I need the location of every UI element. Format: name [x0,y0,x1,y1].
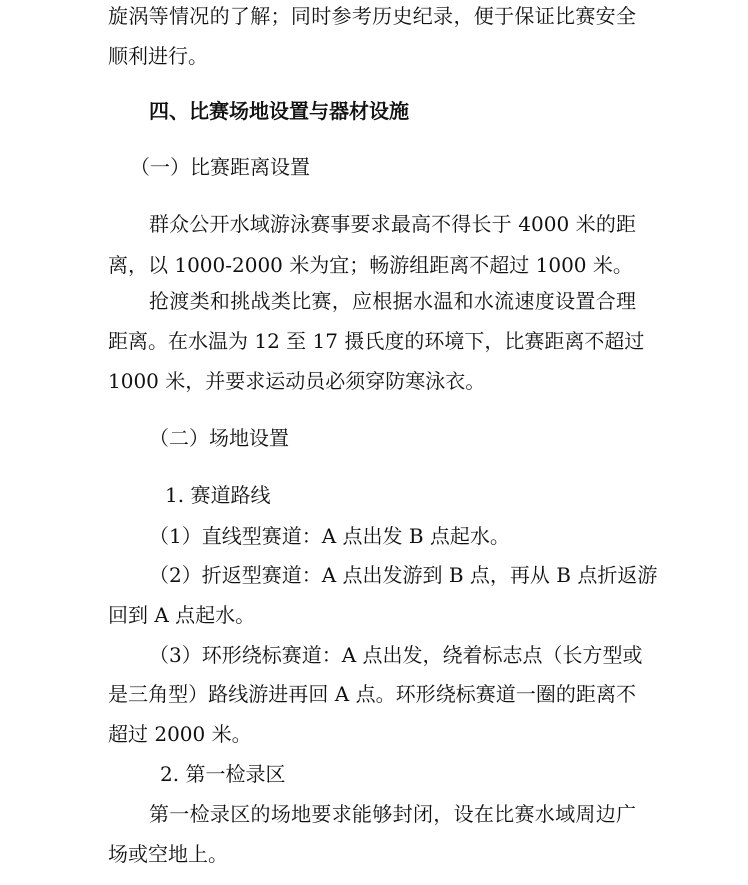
route-loop-line-2: 是三角型）路线游进再回 A 点。环形绕标赛道一圈的距离不 [108,682,636,706]
item-heading-checkin: 2. 第一检录区 [160,762,286,786]
paragraph-challenge-line-1: 抢渡类和挑战类比赛，应根据水温和水流速度设置合理 [149,289,636,313]
route-loop-line-3: 超过 2000 米。 [108,722,252,746]
route-loop-line-1: （3）环形绕标赛道：A 点出发，绕着标志点（长方型或 [149,643,643,667]
paragraph-checkin-line-1: 第一检录区的场地要求能够封闭，设在比赛水域周边广 [149,802,636,826]
intro-line-2: 顺利进行。 [108,44,208,68]
paragraph-challenge-line-2: 距离。在水温为 12 至 17 摄氏度的环境下，比赛距离不超过 [108,329,645,353]
route-return-line-1: （2）折返型赛道：A 点出发游到 B 点，再从 B 点折返游 [149,563,658,587]
intro-line-1: 旋涡等情况的了解；同时参考历史纪录，便于保证比赛安全 [108,4,636,28]
subsection-heading-distance: （一）比赛距离设置 [130,155,310,179]
item-heading-route: 1. 赛道路线 [165,483,271,507]
paragraph-distance-line-1: 群众公开水域游泳赛事要求最高不得长于 4000 米的距 [149,212,636,236]
paragraph-checkin-line-2: 场或空地上。 [108,842,228,866]
route-straight: （1）直线型赛道：A 点出发 B 点起水。 [149,524,510,548]
subsection-heading-venue: （二）场地设置 [149,426,289,450]
section-heading: 四、比赛场地设置与器材设施 [149,99,409,123]
paragraph-challenge-line-3: 1000 米，并要求运动员必须穿防寒泳衣。 [108,369,486,393]
paragraph-distance-line-2: 离，以 1000-2000 米为宜；畅游组距离不超过 1000 米。 [108,253,633,277]
route-return-line-2: 回到 A 点起水。 [108,603,256,627]
